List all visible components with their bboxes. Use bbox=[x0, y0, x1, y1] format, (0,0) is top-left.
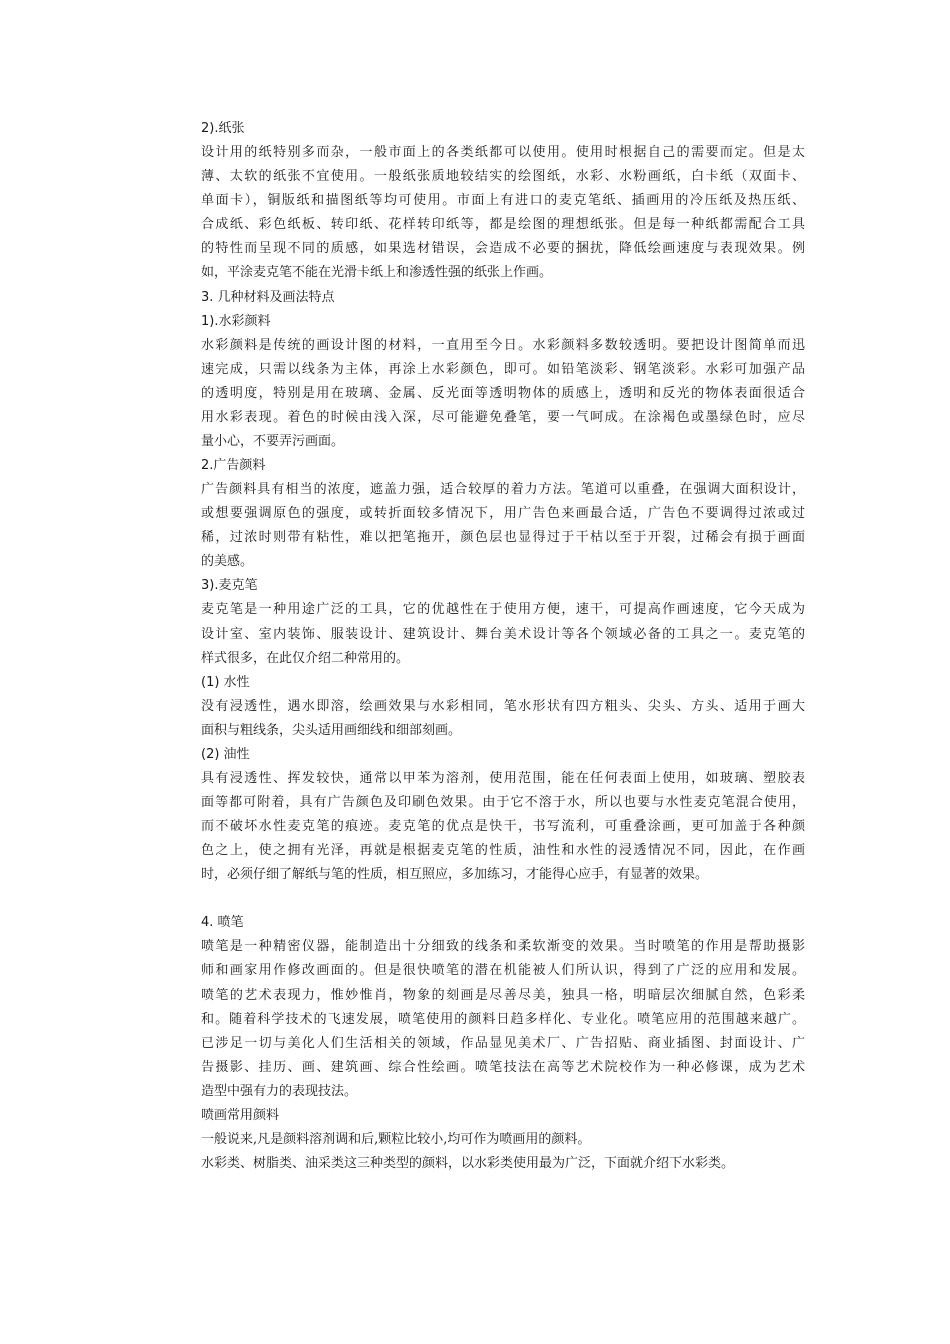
section-heading-paper: 2).纸张 bbox=[201, 121, 245, 136]
section-heading-airbrush-pigments: 喷画常用颜料 bbox=[201, 1108, 280, 1123]
paragraph-oil-based bbox=[201, 767, 805, 887]
paragraph-paper bbox=[201, 141, 805, 286]
paragraph-line: 而不破坏水性麦克笔的痕迹。麦克笔的优点是快干，书写流利，可重叠涂画，更可加盖于各种颜 bbox=[201, 819, 805, 835]
paragraph-line: 合成纸、彩色纸板、转印纸、花样转印纸等，都是绘图的理想纸张。但是每一种纸都需配合工具 bbox=[201, 217, 805, 233]
paragraph-line: 的透明度，特别是用在玻璃、金属、反光面等透明物体的质感上，透明和反光的物体表面很适合 bbox=[201, 385, 805, 401]
paragraph-line: 单面卡），铜版纸和描图纸等均可使用。市面上有进口的麦克笔纸、插画用的冷压纸及热压纸、 bbox=[201, 193, 805, 209]
section-heading-marker: 3).麦克笔 bbox=[201, 578, 258, 594]
paragraph-line: 设计室、室内装饰、服装设计、建筑设计、舞台美术设计等各个领域必备的工具之一。麦克笔的 bbox=[201, 626, 805, 642]
blank-line bbox=[201, 887, 805, 911]
section-heading-airbrush: 4. 喷笔 bbox=[201, 915, 244, 931]
paragraph-line: 色之上，使之拥有光泽，再就是根据麦克笔的性质，油性和水性的浸透情况不同，因此，在作画 bbox=[201, 843, 805, 859]
section-heading-materials: 3. 几种材料及画法特点 bbox=[201, 289, 335, 305]
document-page bbox=[201, 117, 805, 1176]
paragraph-line: 广告颜料具有相当的浓度，遮盖力强，适合较厚的着力方法。笔道可以重叠，在强调大面积设计， bbox=[201, 482, 805, 498]
paragraph-line: 量小心，不要弄污画面。 bbox=[201, 433, 345, 449]
section-heading-watercolor: 1).水彩颜料 bbox=[201, 313, 271, 329]
paragraph-line: 速完成，只需以线条为主体，再涂上水彩颜色，即可。如铅笔淡彩、钢笔淡彩。水彩可加强产品 bbox=[201, 361, 805, 377]
paragraph-line: 如，平涂麦克笔不能在光滑卡纸上和渗透性强的纸张上作画。 bbox=[201, 265, 553, 281]
paragraph-line: 喷笔的艺术表现力，惟妙惟肖，物象的刻画是尽善尽美，独具一格，明暗层次细腻自然，色彩柔 bbox=[201, 987, 805, 1003]
paragraph-poster-color bbox=[201, 478, 805, 574]
paragraph-line: 面积与粗线条，尖头适用画细线和细部刻画。 bbox=[201, 722, 462, 738]
section-heading-water-based: (1) 水性 bbox=[201, 674, 250, 690]
paragraph-line: 喷笔是一种精密仪器，能制造出十分细致的线条和柔软渐变的效果。当时喷笔的作用是帮助摄影 bbox=[201, 939, 805, 955]
paragraph-line: 一般说来,凡是颜料溶剂调和后,颗粒比较小,均可作为喷画用的颜料。 bbox=[201, 1132, 591, 1147]
paragraph-line: 师和画家用作修改画面的。但是很快喷笔的潜在机能被人们所认识，得到了广泛的应用和发展。 bbox=[201, 963, 805, 979]
paragraph-line: 稀，过浓时则带有粘性，难以把笔拖开，颜色层也显得过于干枯以至于开裂，过稀会有损于画面 bbox=[201, 530, 805, 546]
paragraph-line: 造型中强有力的表现技法。 bbox=[201, 1083, 358, 1099]
paragraph-watercolor bbox=[201, 334, 805, 454]
paragraph-line: 告摄影、挂历、画、建筑画、综合性绘画。喷笔技法在高等艺术院校作为一种必修课，成为艺术 bbox=[201, 1059, 805, 1075]
paragraph-marker bbox=[201, 598, 805, 670]
paragraph-line: 麦克笔是一种用途广泛的工具，它的优越性在于使用方便，速干，可提高作画速度，它今天成为 bbox=[201, 602, 805, 618]
paragraph-airbrush bbox=[201, 935, 805, 1104]
paragraph-line: 具有浸透性、挥发较快，通常以甲苯为溶剂，使用范围，能在任何表面上使用，如玻璃、塑胶表 bbox=[201, 770, 805, 786]
paragraph-line: 或想要强调原色的强度，或转折面较多情况下，用广告色来画最合适，广告色不要调得过浓或过 bbox=[201, 506, 805, 522]
section-heading-oil-based: (2) 油性 bbox=[201, 746, 250, 762]
paragraph-line: 的特性而呈现不同的质感，如果选材错误，会造成不必要的捆扰，降低绘画速度与表现效果。例 bbox=[201, 241, 805, 257]
paragraph-line: 时，必须仔细了解纸与笔的性质，相互照应，多加练习，才能得心应手，有显著的效果。 bbox=[201, 867, 709, 883]
paragraph-line: 薄、太软的纸张不宜使用。一般纸张质地较结实的绘图纸，水彩、水粉画纸，白卡纸（双面卡、 bbox=[201, 169, 805, 185]
paragraph-water-based bbox=[201, 695, 805, 743]
paragraph-line: 样式很多，在此仅介绍二种常用的。 bbox=[201, 650, 410, 666]
paragraph-line: 用水彩表现。着色的时候由浅入深，尽可能避免叠笔，要一气呵成。在涂褐色或墨绿色时，应尽 bbox=[201, 409, 805, 425]
paragraph-line: 水彩颜料是传统的画设计图的材料，一直用至今日。水彩颜料多数较透明。要把设计图简单而迅 bbox=[201, 337, 805, 353]
section-heading-poster-color: 2.广告颜料 bbox=[201, 458, 266, 474]
paragraph-line: 水彩类、树脂类、油采类这三种类型的颜料，以水彩类使用最为广泛，下面就介绍下水彩类。 bbox=[201, 1156, 735, 1172]
paragraph-line: 设计用的纸特别多而杂，一般市面上的各类纸都可以使用。使用时根据自己的需要而定。但是太 bbox=[201, 145, 805, 160]
paragraph-line: 已涉足一切与美化人们生活相关的领域，作品显见美术厂、广告招贴、商业插图、封面设计、广 bbox=[201, 1035, 805, 1051]
paragraph-airbrush-pigments bbox=[201, 1128, 805, 1176]
paragraph-line: 没有浸透性，遇水即溶，绘画效果与水彩相同，笔水形状有四方粗头、尖头、方头、适用于画大 bbox=[201, 698, 805, 714]
paragraph-line: 面等都可附着，具有广告颜色及印刷色效果。由于它不溶于水，所以也要与水性麦克笔混合使用， bbox=[201, 794, 805, 810]
paragraph-line: 的美感。 bbox=[201, 554, 254, 570]
paragraph-line: 和。随着科学技术的飞速发展，喷笔使用的颜料日趋多样化、专业化。喷笔应用的范围越来越广。 bbox=[201, 1011, 805, 1027]
